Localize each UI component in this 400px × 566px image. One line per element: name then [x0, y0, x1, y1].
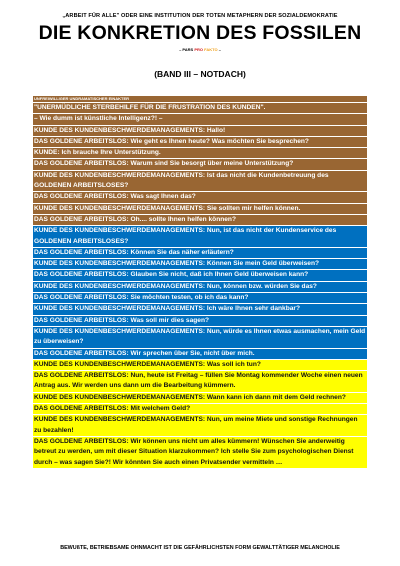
- dialogue-line: KUNDE DES KUNDENBESCHWERDEMANAGEMENTS: Ist das nicht die Kundenbetreuung des GOLDENEN ARBEITSLOSES?: [33, 171, 367, 192]
- dialogue-line: DAS GOLDENE ARBEITSLOS: Wir sprechen über Sie, nicht über mich.: [33, 349, 367, 359]
- tagline-suffix: –: [217, 47, 221, 52]
- dialogue-line: DAS GOLDENE ARBEITSLOS: Sie möchten testen, ob ich das kann?: [33, 293, 367, 303]
- tagline-pro: PRO: [194, 47, 203, 52]
- dialogue-line: KUNDE DES KUNDENBESCHWERDEMANAGEMENTS: Was soll ich tun?: [33, 360, 367, 370]
- dialogue-line: KUNDE DES KUNDENBESCHWERDEMANAGEMENTS: Nun, würde es Ihnen etwas ausmachen, mein Geld zu überweisen?: [33, 327, 367, 348]
- dialogue-line: KUNDE DES KUNDENBESCHWERDEMANAGEMENTS: Wann kann ich dann mit dem Geld rechnen?: [33, 393, 367, 403]
- dialogue-line: DAS GOLDENE ARBEITSLOS: Glauben Sie nicht, daß ich Ihnen Geld überweisen kann?: [33, 270, 367, 280]
- dialogue-line: DAS GOLDENE ARBEITSLOS: Was sagt Ihnen das?: [33, 192, 367, 202]
- dialogue-line: KUNDE DES KUNDENBESCHWERDEMANAGEMENTS: Nun, ist das nicht der Kundenservice des GOLDENEN ARBEITSLOSES?: [33, 226, 367, 247]
- dialogue-line: KUNDE DES KUNDENBESCHWERDEMANAGEMENTS: Können Sie mein Geld überweisen?: [33, 259, 367, 269]
- dialogue-line: DAS GOLDENE ARBEITSLOS: Können Sie das näher erläutern?: [33, 248, 367, 258]
- book-title: DIE KONKRETION DES FOSSILEN: [38, 22, 362, 44]
- tagline-fakt: FAKTO: [203, 47, 218, 52]
- dialogue-line: DAS GOLDENE ARBEITSLOS: Mit welchem Geld?: [33, 404, 367, 414]
- dialogue-line: DAS GOLDENE ARBEITSLOS: Warum sind Sie besorgt über meine Unterstützung?: [33, 159, 367, 169]
- dialogue-line: UNFREIWILLIGER UNDRAMATISCHER EINAKTER: [33, 96, 367, 102]
- dialogue-line: DAS GOLDENE ARBEITSLOS: Wie geht es Ihnen heute? Was möchten Sie besprechen?: [33, 137, 367, 147]
- dialogue-block: [33, 96, 367, 469]
- tagline-prefix: – PARS: [179, 47, 195, 52]
- dialogue-line: KUNDE DES KUNDENBESCHWERDEMANAGEMENTS: Nun, um meine Miete und sonstige Rechnungen zu bezahlen!: [33, 415, 367, 436]
- dialogue-line: KUNDE: Ich brauche Ihre Unterstützung.: [33, 148, 367, 158]
- dialogue-line: DAS GOLDENE ARBEITSLOS: Wir können uns nicht um alles kümmern! Wünschen Sie anderweitig betreut zu werden, um mit dieser Situation klarzukommen? Ich stelle Sie zum psychologischen Dienst durch – was sagen Sie?! Wir könnten Sie auch einen Privatsender vermitteln …: [33, 437, 367, 468]
- tagline: [0, 47, 400, 52]
- dialogue-line: – Wie dumm ist künstliche Intelligenz?! –: [33, 114, 367, 124]
- dialogue-line: KUNDE DES KUNDENBESCHWERDEMANAGEMENTS: Nun, können bzw. würden Sie das?: [33, 282, 367, 292]
- dialogue-line: "UNERMÜDLICHE STERBEHILFE FÜR DIE FRUSTRATION DES KUNDEN".: [33, 103, 367, 113]
- dialogue-line: KUNDE DES KUNDENBESCHWERDEMANAGEMENTS: Sie sollten mir helfen können.: [33, 204, 367, 214]
- dialogue-line: KUNDE DES KUNDENBESCHWERDEMANAGEMENTS: Hallo!: [33, 126, 367, 136]
- volume-label: (BAND III – NOTDACH): [154, 69, 246, 79]
- dialogue-line: DAS GOLDENE ARBEITSLOS: Oh.... sollte Ihnen helfen können?: [33, 215, 367, 225]
- dialogue-line: DAS GOLDENE ARBEITSLOS: Was soll mir dies sagen?: [33, 316, 367, 326]
- dialogue-line: KUNDE DES KUNDENBESCHWERDEMANAGEMENTS: Ich wäre Ihnen sehr dankbar?: [33, 304, 367, 314]
- series-kicker: „ARBEIT FÜR ALLE" ODER EINE INSTITUTION DER TOTEN METAPHERN DER SOZIALDEMOKRATIE: [62, 13, 338, 19]
- footer-motto: BEWUßTE, BETRIEBSAME OHNMACHT IST DIE GEFÄHRLICHSTEN FORM GEWALTTÄTIGER MELANCHOLIE: [60, 545, 340, 551]
- dialogue-line: DAS GOLDENE ARBEITSLOS: Nun, heute ist Freitag – füllen Sie Montag kommender Woche einen neuen Antrag aus. Wir werden uns dann um die Bearbeitung kümmern.: [33, 371, 367, 392]
